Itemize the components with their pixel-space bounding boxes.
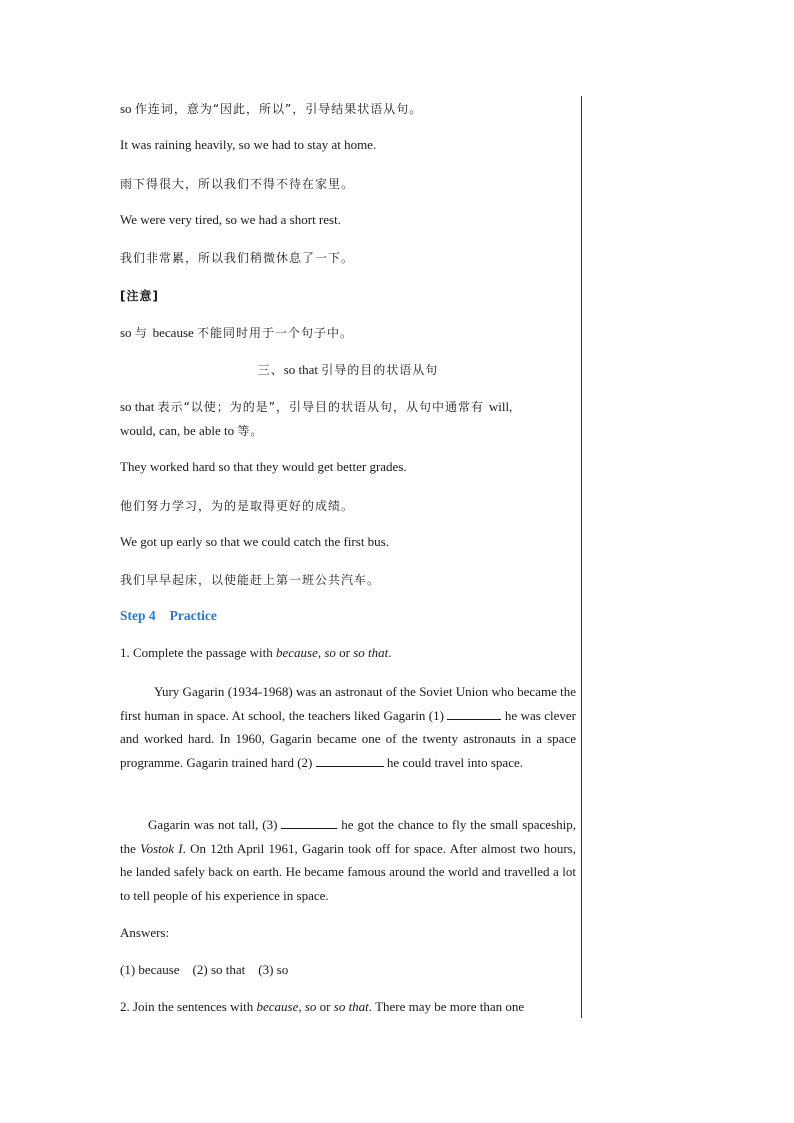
step-label: Step 4 — [120, 608, 156, 623]
sothat-explanation-line-2 — [120, 422, 263, 439]
ex2-instr-pre: 2. Join the sentences with — [120, 999, 257, 1014]
ex1-instr-sothat: so that — [353, 645, 389, 660]
example-4-en: We got up early so that we could catch the first bus. — [120, 534, 389, 549]
ex2-instr-end: . There may be more than one — [368, 999, 525, 1014]
note-text — [120, 324, 353, 341]
passage-paragraph-1 — [120, 680, 576, 774]
passage-paragraph-2 — [120, 813, 576, 907]
p2-text-c: . On 12th April 1961, Gagarin took off for space. After almost two hours, he landed safely back on earth. He became famous around the world and travelled a lot to tell people of his experience in space. — [120, 840, 576, 903]
ex1-instr-end: . — [388, 645, 392, 660]
answers-label: Answers: — [120, 925, 170, 940]
ex1-instr-or: or — [335, 645, 354, 660]
ex2-instr-because: because — [256, 999, 299, 1014]
ex1-instr-pre: 1. Complete the passage with — [120, 645, 276, 660]
example-1-en: It was raining heavily, so we had to stay at home. — [120, 137, 377, 152]
sothat-will: will, — [488, 399, 513, 414]
sothat-line2-cn: 等。 — [237, 424, 264, 438]
example-3-cn: 他们努力学习，为的是取得更好的成绩。 — [120, 499, 355, 513]
sothat-line2-en: would, can, be able to — [120, 423, 238, 438]
blank-3[interactable] — [281, 816, 337, 829]
ex2-instr-sothat: so that — [333, 999, 369, 1014]
example-4-cn: 我们早早起床，以使能赶上第一班公共汽车。 — [120, 573, 381, 587]
p1-text-a: Yury Gagarin (1934-1968) was an astronaut of the Soviet Union who became the first human in space. At school, the teachers liked Gagarin (1) — [120, 684, 576, 723]
note-cn: 不能同时用于一个句子中。 — [197, 326, 354, 340]
section-3-cn: 引导的目的状语从句 — [321, 363, 439, 377]
so-intro-cn: 作连词，意为“因此，所以”，引导结果状语从句。 — [134, 102, 423, 116]
sothat-cn: 表示“以使；为的是”，引导目的状语从句，从句中通常有 — [157, 400, 489, 414]
section-3-number: 三、 — [257, 363, 284, 377]
example-1-cn: 雨下得很大，所以我们不得不待在家里。 — [120, 177, 355, 191]
exercise-1-instructions — [120, 645, 392, 661]
blank-2[interactable] — [316, 754, 384, 767]
example-3-en: They worked hard so that they would get better grades. — [120, 459, 407, 474]
note-so: so — [120, 325, 135, 340]
example-2-cn: 我们非常累，所以我们稍微休息了一下。 — [120, 251, 355, 265]
ex2-instr-so: so — [304, 999, 317, 1014]
answers-text: (1) because (2) so that (3) so — [120, 962, 289, 977]
ex2-instr-comma: , — [298, 999, 305, 1014]
right-margin-rule — [581, 96, 582, 1018]
p1-text-b: he was clever and worked hard. In 1960, Gagarin became one of the twenty astronauts in a space programme. Gagarin trained hard (2) — [120, 707, 576, 770]
section-3-heading — [120, 361, 576, 378]
ex1-instr-because: because — [275, 645, 318, 660]
note-because: because — [152, 325, 198, 340]
so-intro — [120, 100, 422, 117]
p1-text-c: he could travel into space. — [383, 754, 523, 770]
example-2-en: We were very tired, so we had a short rest. — [120, 212, 341, 227]
section-3-en: so that — [283, 362, 322, 377]
sothat-en: so that — [120, 399, 158, 414]
ex1-instr-comma: , — [317, 645, 325, 660]
exercise-2-instructions — [120, 999, 524, 1015]
note-mid: 与 — [134, 326, 153, 340]
sothat-explanation-line-1 — [120, 398, 512, 415]
note-heading: [注意] — [120, 289, 159, 303]
ex2-instr-or: or — [316, 999, 334, 1014]
blank-1[interactable] — [447, 707, 501, 720]
p2-text-a: Gagarin was not tall, (3) — [148, 817, 282, 832]
so-intro-en: so — [120, 101, 135, 116]
ex1-instr-so: so — [324, 645, 336, 660]
step-title: Practice — [169, 608, 217, 623]
step-heading — [120, 608, 217, 624]
p2-text-b: he got the chance to fly the small spaceship, the — [120, 817, 576, 856]
p2-vostok: Vostok I — [140, 840, 183, 856]
